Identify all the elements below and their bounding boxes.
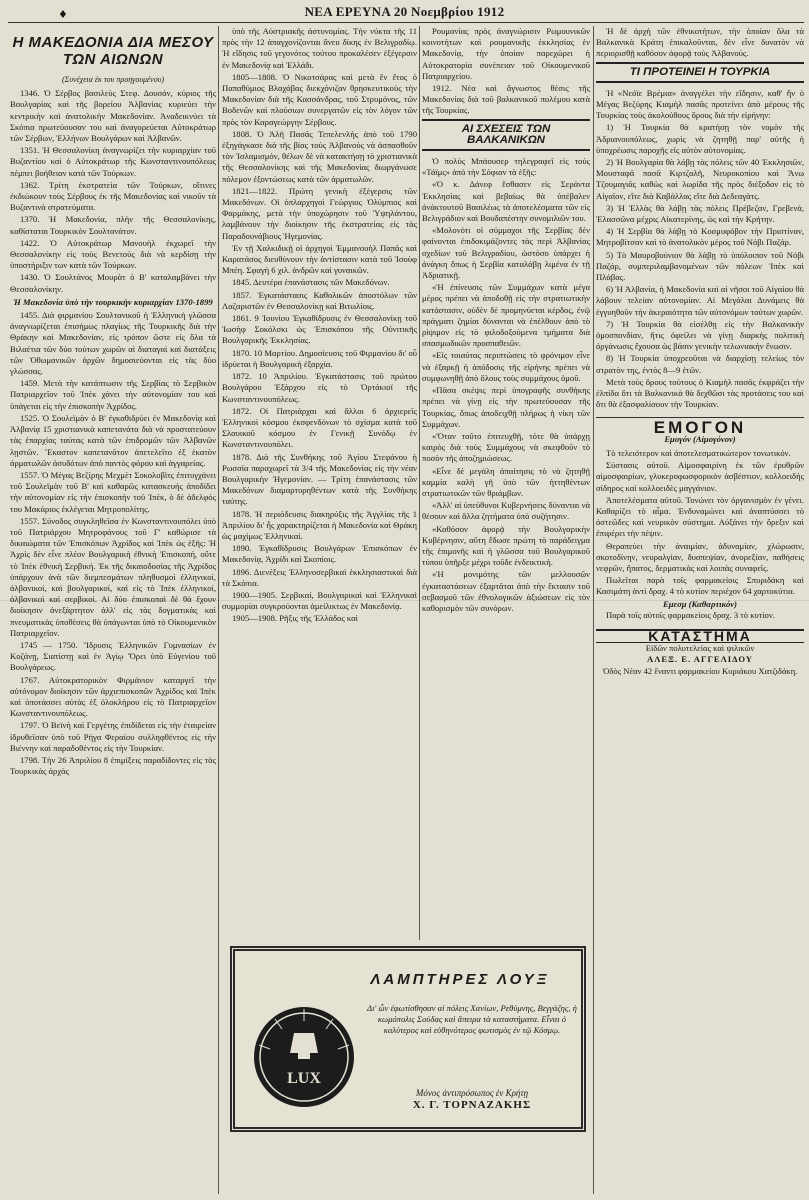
article-title-macedonia: Η ΜΑΚΕΔΟΝΙΑ ΔΙΑ ΜΕΣΟΥ ΤΩΝ ΑΙΩΝΩΝ xyxy=(12,34,214,68)
paragraph: «Εἶνε δὲ μεγάλη ἀπαίτησις τὸ νὰ ζητηθῇ καμμία καλὴ γῆ ὑπὸ τῶν ἡττηθέντων στρατιωτικῶν τῶν θριάμβων. xyxy=(422,465,590,498)
section-heading: Ἡ Μακεδονία ὑπὸ τὴν τουρκικὴν κυριαρχίαν 1370-1899 xyxy=(13,296,213,307)
paragraph: 1890. Ἐγκαθίδρυσις Βουλγάρων Ἐπισκόπων ἐν Μακεδονίᾳ, Ἀχρίδι καὶ Σκοπίοις. xyxy=(222,543,417,565)
ad-lux-rep: Μόνος ἀντιπρόσωπος ἐν Κρήτῃ xyxy=(415,1088,529,1098)
paragraph: 1557. Ὁ Μέγας Βεζίρης Μεχμὲτ Σοκολοβὶτς ἐπιτυγχάνει τοῦ Σουλεϊμὰν τοῦ Β' καὶ καθαρῶς κατασκευής ἀποδίδει τὴν αὐτονομίαν εἰς τὴν ἐπισκοπὴν τοῦ Ἰπὲκ, ὁ δὲ ἀδελφός του Μακάριος ἐκλέγεται Μητροπολίτης. xyxy=(10,469,216,514)
column-3 xyxy=(422,26,590,936)
paragraph: 1861. 9 Ἰουνίου Ἐγκαθίδρυσις ἐν Θεσσαλονίκῃ τοῦ Ἰωσὴφ Σοκόλσκι ὡς Ἐπισκόπου τῆς Οὐνιτικῆς Βουλγαρικῆς Ἐκκλησίας. xyxy=(222,313,417,346)
paragraph: 1745 — 1750. Ἵδρυσις Ἑλληνικῶν Γυμνασίων ἐν Κοζάνῃ, Σιατίστῃ καὶ ἐν Ἁγίῳ Ὄρει ὑπὸ Εὐγενίου τοῦ Βουλγάρεως. xyxy=(10,639,216,673)
paragraph: 1870. 10 Μαρτίου. Δημοσίευσις τοῦ Φιρμανίου δι' οὗ ἱδρύεται ἡ Βουλγαρικὴ ἐξαρχία. xyxy=(222,347,417,369)
ad-shop-line: Εἰδῶν πολυτελείας καὶ ψιλικῶν xyxy=(645,643,755,654)
paragraph: «Πᾶσα σκέψις περὶ ὑπογραφῆς συνθήκης πρέπει νὰ γίνῃ εἰς τὴν πρωτεύουσαν τῆς Τουρκίας, ὅπως ἀποδειχθῇ πλήρως ἡ νίκη τῶν Συμμάχων. xyxy=(422,385,590,429)
ad-lux-name: Χ. Γ. ΤΟΡΝΑΖΑΚΗΣ xyxy=(412,1099,532,1111)
paragraph: Ἐν τῇ Χαλκιδικῇ οἱ ἀρχηγοὶ Ἐμμανουὴλ Παπᾶς καὶ Καρατάσος διευθύνουν τὴν ἀντίστασιν κατὰ τοῦ Ἰσοὺφ Μπέη. Σφαγὴ 6 χιλ. ἀνδρῶν καὶ γυναικῶν. xyxy=(222,242,417,276)
paragraph: 3) Ἡ Ἑλλὰς θὰ λάβῃ τὰς πόλεις Πρέβεζαν, Γρεβενά, Ἐλασσῶνα μέχρις Αἰκατερίνης, ὡς καὶ τὴν Κρήτην. xyxy=(596,202,804,225)
paragraph: «Μολονότι οἱ σύμμαχοι τῆς Σερβίας δὲν φαίνονται ἐπιδοκιμάζοντες τὰς περὶ Ἀλβανίας σχεδίων τοῦ Βελιγραδίου, ὡστόσο ὑπάρχει ἡ ἀνάγκη ὅπως ἡ Σερβία καταλάβῃ λιμένα ἐν τῇ Ἀδριατικῇ. xyxy=(422,225,590,281)
paragraph: 4) Ἡ Σερβία θὰ λάβῃ τὸ Κοσμυφόβον τὴν Πριστίναν, Μητροβίτσαν καὶ τὸ ἀνατολικὸν μέρος τοῦ Νόβι Παζάρ. xyxy=(596,226,804,248)
ad-emogon-subtitle: Εμογόν (Αἱμογόνον) xyxy=(664,433,736,444)
column-divider xyxy=(419,26,420,940)
paragraph: 1557. Σύνοδος συγκληθεῖσα ἐν Κωνσταντινουπόλει ὑπὸ τοῦ Πατριάρχου Μητροφάνους τοῦ Γ' καθώρισε τὰ δικαιώματα τῶν Ἐπισκόπων Ἀχρίδος καὶ Ἰπὲκ ὡς ἑξῆς: Ἡ Ἀχρὶς δὲν εἶνε πλέον Βουλγαρικὴ ἐθνικὴ Ἐπισκοπή, οὔτε τὸ Ἰπὲκ ἐθνικὴ Σερβική. Ἐκ τῆς δικαιοδοσίας τῆς Ἀχρίδος ὑπάρχουν ἀνὰ τῶν διεμπεσμάτων πληθυσμοὶ ἑλληνικοί, ἀλβανικοί, καὶ βουλγαρικοί, καὶ εἰς τὸ Ἰπὲκ ἑλληνικοί, ἀλβανικοὶ καὶ σερβικοί. Αἱ δύο ἐπισκοπαὶ δὲ θὰ ἔχουν διοίκησιν ἀνεξάρτητον ἀλλ' εἰς τὰς δογματικὰς καὶ πνευματικὰς ὑποθέσεις θὰ ὑπάγωνται ὑπὸ τὸ Οἰκουμενικὸν Πατριαρχεῖον. xyxy=(10,515,216,638)
paragraph: Θεραπεύει τὴν ἀναιμίαν, ἀδυναμίαν, χλώρωσιν, σκοτοδίνην, νευραλγίαν, δυσπεψίαν, ἀνορεξίαν, παθήσεις νεφρῶν, ἥπατος, δερματικὰς καὶ λοιπὰς συναφεῖς. xyxy=(596,540,804,573)
ad-emesm-subtitle: Εμεσμ (Καθαρτικόν) xyxy=(663,598,737,609)
column-2 xyxy=(222,26,417,936)
paragraph: 1797. Ὁ Βεϊνὴ καὶ Γεργέτης ἐπιδίδεται εἰς τὴν ἐταιρείαν ἱδρυθεῖσαν ὑπὸ τοῦ Ρήγα Φεραίου συλληφθέντος εἰς τὴν Βιέννην καὶ παραδοθέντος εἰς τὴν Τουρκίαν. xyxy=(10,720,216,753)
column-4 xyxy=(596,26,804,1194)
paragraph: 1346. Ὁ Σέρβος βασιλεὺς Στεφ. Δουσάν, κύριος τῆς Βουλγαρίας καὶ τῆς βορείου Ἀλβανίας κυριεύει τὴν κεντρικὴν καὶ ἀνατολικὴν Μακεδονίαν. Ἀναδεικνύει τὰ Σκόπια πρωτεύουσαν του καὶ ἀναγορεύεται Αὐτοκράτωρ τῶν Σέρβων, Ἑλλήνων Βουλγάρων καὶ Ἀλβανῶν. xyxy=(10,88,216,144)
paragraph: Ἡ δὲ ἀρχὴ τῶν ἐθνικοτήτων, τὴν ὁποίαν ὅλα τὰ Βαλκανικὰ Κράτη ἐπικαλοῦνται, δὲν εἶνε δυνατὸν νὰ περιορισθῇ καθόσον ἀφορᾷ τοὺς Ἀλβανούς. xyxy=(596,26,804,59)
paragraph: Παρὰ τοῖς αὐτοῖς φαρμακείοις δραχ. 3 τὸ κυτίον. xyxy=(606,609,775,620)
paragraph: 1857. Ἐγκατάστασις Καθολικῶν ἀποστόλων τῶν Λαζαριστῶν ἐν Θεσσαλονίκῃ καὶ Βιτωλίοις. xyxy=(222,289,417,311)
paragraph: 1808. Ὁ Ἀλῆ Πασᾶς Τεπελενλὴς ἀπὸ τοῦ 1790 ἐξηγάγκασε διὰ τῆς βίας τοὺς Ἀλβανοὺς νὰ ἀσπασθοῦν τὸν Ἰσλαμισμόν, θέλων δὲ νὰ κατακτήσῃ τὸ χριστιανικὰ τῆς Θεσσαλονίκης καὶ τῆς Μακεδονίας διωργάνωσε πόλεμον ἐξοντώσεως κατὰ τῶν ἀρματωλῶν. xyxy=(222,128,417,184)
paragraph: 1896. Διενέξεις Ἑλληνοσερβικαὶ ἐκκλησιαστικαὶ διὰ τὰ Σκόπια. xyxy=(222,566,417,588)
page-fold xyxy=(0,600,809,601)
lux-logo-text: LUX xyxy=(287,1070,321,1087)
paragraph: 1805—1808. Ὁ Νικοτσάρας καὶ μετὰ ἓν ἔτος ὁ Παπαθύμιος Βλαχάβας διεκχόνιζαν θρησκευτικοὺς τὴν Μακεδονίαν διὰ τῆς Κασσάνδρας, τοῦ Στρυμόνος, τῶν Βοδενῶν καὶ πλούσιων συνεργατῶν εἰς τὸν λόγον τῶν πρὸς τὸν Καραγεώργην Σέρβους. xyxy=(222,71,417,127)
ad-emogon-title: ΕΜΟΓΟΝ xyxy=(596,417,804,433)
paragraph: «Καθόσον ἀφορᾷ τὴν Βουλγαρικὴν Κυβέρνησιν, αὕτη ἔδωσε πρώτη τὸ παράδειγμα τῆς ἐπιμονῆς καὶ ἡ γλῶσσα τοῦ Βουλγαρικοῦ τύπου ὑπῆρξε μέχρι τοῦδε ἐνδεικτική. xyxy=(422,523,590,568)
paragraph: «Ὅταν τοῦτο ἐπιτευχθῇ, τότε θὰ ὑπάρχῃ καιρὸς διὰ τοὺς Συμμάχους νὰ σκεφθοῦν τὸ ποσὸν τῆς ἀποζημιώσεως. xyxy=(422,430,590,464)
ad-lux-text: Δι' ὧν ἐφωτίσθησαν αἱ πόλεις Χανίων, Ρεθύμνης, Βεγγάζης, ἡ κωμόπολις Σούδας καὶ ἄπειρα τὰ καταστήματα. Εἶναι ὁ καλύτερος καὶ εὐθηνότερος φωτισμὸς ἐν τῷ Κόσμῳ. xyxy=(367,1003,577,1035)
lux-logo-icon xyxy=(245,995,363,1113)
paragraph: 1362. Τρίτη ἐκστρατεία τῶν Τούρκων, οἵτινες ἐκδιώκουν τοὺς Σέρβους ἐκ τῆς Μακεδονίας καὶ νικοῦν τὰ Βυζαντινὰ στρατεύματα. xyxy=(10,179,216,213)
paragraph: 1821—1822. Πρώτη γενικὴ ἐξέγερσις τῶν Μακεδόνων. Οἱ ὁπλαρχηγοὶ Γεώργιος Ὀλύμπιος καὶ Φαρμάκης, μετὰ τὴν ὑποχώρησιν τοῦ Ὑψηλάντου, λαμβάνουν τὴν διοίκησιν τῆς ἐκστρατείας εἰς τὰς Παραδουνάβιους Ἡγεμονίας. xyxy=(222,185,417,241)
paragraph: 2) Ἡ Βουλγαρία θὰ λάβῃ τὰς πόλεις τῶν 40 Ἐκκλησιῶν, Μουσταφᾶ πασᾶ Κιρτζαλῆ, Νευροκοπίου καὶ Ἄνω Τζουμαγιᾶς καθὼς καὶ λωρίδα τῆς πρὸς διέξοδον εἰς τὸ Αἰγαῖον, εἴτε διὰ Καβάλλας εἴτε διὰ Δεδεαγὰτς. xyxy=(596,157,804,201)
paragraph: «Ἡ μονιμότης τῶν μελλουσῶν ἐγκαταστάσεων ἐξαρτᾶται ἀπὸ τὴν ἔκτασιν τοῦ σεβασμοῦ τῶν ἐθνολογικῶν ἀξιώσεων εἰς τὸν καθορισμὸν τῶν συνόρων. xyxy=(422,569,590,613)
paragraph: 1) Ἡ Τουρκία θὰ κρατήσῃ τὸν νομὸν τῆς Ἀδριανουπόλεως, χωρὶς νὰ ζητηθῇ παρ' αὐτῆς ἡ ὑποχρέωσις παροχῆς εἰς αὐτὸν αὐτονομίας. xyxy=(596,122,804,155)
ad-shop-owner: ΑΛΕΞ. Ε. ΑΓΓΕΛΙΔΟΥ xyxy=(647,654,753,665)
paragraph: Σύστασις αὐτοῦ. Αἱμοσφαιρίνη ἐκ τῶν ἐρυθρῶν αἱμοσφαιρίων, γλυκεροφωσφορικὸν ἀσβέστιον, κολλοειδὴς σίδηρος καὶ κολλοειδὲς μαγγάνιον. xyxy=(596,460,804,493)
paragraph: Μετὰ τοὺς ὅρους τούτους ὁ Κιαμὴλ πασᾶς ἐκφράζει τὴν ἐλπίδα ὅτι τὰ Βαλκανικὰ θὰ δεχθῶσι τὰς προτάσεις του καὶ ὅτι θὰ ἐξασφαλίσουν τὴν Τουρκίαν. xyxy=(596,376,804,410)
paragraph: 1351. Ἡ Θεσσαλονίκη ἀναγνωρίζει τὴν κυριαρχίαν τοῦ Βυζαντίου καὶ ὁ Αὐτοκράτωρ τῆς Κωνσταντινουπόλεως πέμπει βοήθειαν κατὰ τῶν Τούρκων. xyxy=(10,145,216,178)
paragraph: Ἀποτελέσματα αὐτοῦ. Τονώνει τὸν ὀργανισμὸν ἐν γένει. Καθαρίζει τὸ αἷμα. Ἐνδυναμώνει καὶ ἀναπτύσσει τὸ ὀστεῶδες καὶ νευρικὸν σύστημα. Αὐξάνει τὴν ὄρεξιν καὶ ἐπιφέρει τὴν πέψιν. xyxy=(596,494,804,539)
paragraph: Ὁ πολὺς Μπάουσερ τηλεγραφεῖ εἰς τοὺς «Τάϊμς» ἀπὸ τὴν Σόφιαν τὰ ἑξῆς: xyxy=(422,156,590,178)
ad-lux-signature xyxy=(367,1087,577,1111)
paragraph: 1878. Ἡ περιόδευσις διακηρύξις τῆς Ἀγγλίας τῆς 1 Ἀπριλίου δι' ἧς χαρακτηρίζεται ἡ Μακεδονία καὶ Θράκη ὡς μαχίμως Ἑλληνικαί. xyxy=(222,508,417,541)
column-divider xyxy=(218,26,219,1194)
paragraph: «Εἰς τοιαύτας περιπτώσεις τὸ φρόνιμον εἶνε νὰ ἐξαρκῇ ἡ ἀπόδοσις τῆς εἰρήνης πρέπει νὰ συμφωνηθῇ ἀπὸ ὅλους τοὺς συμμάχους ὁμοῦ. xyxy=(422,350,590,383)
paragraph: 1370. Ἡ Μακεδονία, πλὴν τῆς Θεσσαλονίκης, καθίσταται Τουρκικὸν Σουλτανάτον. xyxy=(10,214,216,236)
masthead: ΝΕΑ ΕΡΕΥΝΑ 20 Νοεμβρίου 1912 xyxy=(304,4,505,19)
paragraph: 1459. Μετὰ τὴν κατάπτωσιν τῆς Σερβίας τὸ Σερβικὸν Πατριαρχεῖον τοῦ Ἰπὲκ χάνει τὴν αὐτονομίαν του καὶ ὑπάγεται εἰς τὴν ἐπισκοπὴν Ἀχρίδος. xyxy=(10,378,216,411)
paragraph: 1455. Διὰ φιρμανίου Σουλτανικοῦ ἡ Ἑλληνικὴ γλῶσσα ἀναγνωρίζεται ἐπισήμως πλαγίως τῆς Τουρκικῆς διὰ τὴν Θράκην καὶ Μακεδονίαν, εἰς τρόπον ὥστε εἰς ὅλα τὰ Βιλαέτια τῶν δύο τούτων χωρῶν αἱ διαταγαὶ καὶ διατάξεις τῶν Ὀθωμανικῶν ἀρχῶν δημοσιεύονται εἰς τὰς δύο γλώσσας. xyxy=(10,310,216,377)
paragraph: Πωλεῖται παρὰ τοῖς φαρμακείοις Σπυριδάκη καὶ Κασιμάτη ἀντὶ δραχ. 4 τὸ κυτίον περιέχον 64 χαρτοκύτια. xyxy=(596,575,804,597)
paragraph: «Ἀλλ' αἱ ὑπεύθυνοι Κυβερνήσεις δύνανται νὰ θέσουν καὶ ἄλλα ζητήματα ὑπὸ συζήτησιν. xyxy=(422,500,590,522)
paragraph: 8) Ἡ Τουρκία ὑποχρεοῦται νὰ διαρχίσῃ τελείως τὸν στρατὸν της, ἐντὸς 8—9 ἐτῶν. xyxy=(596,353,804,375)
paragraph: 1900—1905. Σερβικαί, Βουλγαρικαὶ καὶ Ἑλληνικαὶ συμμορίαι συγκρούονται ἀμείλικτως ἐν Μακεδονίᾳ. xyxy=(222,589,417,612)
paragraph: 1845. Δευτέρα ἐπανάστασις τῶν Μακεδόνων. xyxy=(232,277,390,288)
paragraph: Ἡ «Νεόϊε Βρέμια» ἀναγγέλει τὴν εἴδησιν, καθ' ἣν ὁ Μέγας Βεζύρης Κιαμὴλ πασᾶς προτείνει ἀπὸ μέρους τῆς Τουρκίας τοὺς ἀκολούθους ὅρους διὰ τὴν εἰρήνην: xyxy=(596,87,804,121)
ad-lux-title: ΛΑΜΠΤΗΡΕΣ ΛΟΥΞ xyxy=(370,971,550,988)
paragraph: «Ὁ κ. Δάνεφ ἔσθασεν εἰς Σεράντα Ἐκκλησίας καὶ βεβαίως θὰ ὑπέβαλεν ἀνάκτουτοῦ Βασιλέως τὰ ἀποτελέσματα τῶν εἰς Βελιγράδιον καὶ Βουδαπέστην συνομιλιῶν του. xyxy=(422,179,590,224)
article-title-turkey-proposals: ΤΙ ΠΡΟΤΕΙΝΕΙ Η ΤΟΥΡΚΙΑ xyxy=(596,62,804,83)
paragraph: 1872. 10 Ἀπριλίου. Ἐγκατάστασις τοῦ πρώτου Βουλγάρου Ἐξάρχου εἰς τὸ Ὀρτάκιοϊ τῆς Κωνσταντινουπόλεως. xyxy=(222,371,417,404)
paragraph: 5) Τὸ Μαυροβούνιον θὰ λάβῃ τὸ ὑπόλοιπον τοῦ Νόβι Παζάρ, συμπεριλαμβανομένων τῶν πόλεων Ἰπὲκ καὶ Πλάβας. xyxy=(596,249,804,283)
ad-shop-title: ΚΑΤΑΣΤΗΜΑ xyxy=(596,629,804,643)
paragraph: 1422. Ὁ Αὐτοκράτωρ Μανουὴλ ἐκχωρεῖ τὴν Θεσσαλονίκην εἰς τοὺς Βενετοὺς διὰ νὰ κερδίσῃ τὴν ὑποστήριξιν των κατὰ τῶν Τούρκων. xyxy=(10,237,216,271)
paragraph: 1872. Οἱ Πατριάρχαι καὶ ἄλλοι 6 ἀρχιερεῖς Ἑλληνικοὶ κόσμου ἐκσφενδόνων τὸ σχίσμα κατὰ τοῦ Σλαυικοῦ κόσμου ἐν Γενικῇ Συνόδῳ ἐν Κωνσταντινουπόλει. xyxy=(222,405,417,450)
paragraph: 7) Ἡ Τουρκία θὰ εἰσέλθῃ εἰς τὴν Βαλκανικὴν ὁμοσπονδίαν, ἥτις ὀφείλει νὰ γίνῃ διαρκὴς πολιτικὴ ὀργάνωσις ἔχουσα ὡς βάσιν γενικὴν τελωνιακὴν ἕνωσιν. xyxy=(596,318,804,352)
column-1 xyxy=(10,26,216,1194)
paragraph: 1767. Αὐτοκρατορικὸν Φιρμάνιον καταργεῖ τὴν αὐτόνομον διοίκησιν τῶν ἀρχιεπισκοπῶν Ἀχρίδος καὶ Ἰπὲκ καὶ ὑποτάσσει αὐτὰς ἐξ ὁλοκλήρου εἰς τὸ Πατριαρχεῖον Κωνσταντινουπόλεως. xyxy=(10,674,216,719)
paragraph: 1878. Διὰ τῆς Συνθήκης τοῦ Ἁγίου Στεφάνου ἡ Ρωσσία παραχωρεῖ τὰ 3/4 τῆς Μακεδονίας εἰς τὴν νέαν Βουλγαρικὴν Ἡγεμονίαν. — Τρίτη ἐπανάστασις τῶν Μακεδόνων διαμαρτυρηθέντων κατὰ τῆς Συνθήκης ταύτης. xyxy=(222,451,417,507)
ad-lux-lamps xyxy=(230,946,586,1132)
paragraph: 1430. Ὁ Σουλτάνος Μουρὰτ ὁ Β' καταλαμβάνει τὴν Θεσσαλονίκην. xyxy=(10,272,216,294)
paragraph: Ρουμανίας πρὸς ἀναγνώρισιν Ρωμουνικῶν κοινοτήτων καὶ ρουμανικῆς ἐκκλησίας ἐν Μακεδονίᾳ, τὴν ὁποίαν παρεχώρει ἡ Αὐτοκρατορία συνέπειαν τοῦ Οἰκουμενικοῦ Πατριαρχείου. xyxy=(422,26,590,81)
paragraph: 1912. Νέα καὶ ἄγνωστος θέσις τῆς Μακεδονίας διὰ τοῦ βαλκανικοῦ πολέμου κατὰ τῆς Τουρκίας. xyxy=(422,83,590,116)
paragraph: 1525. Ὁ Σουλεϊμὰν ὁ Β' ἐγκαθιδρύει ἐν Μακεδονίᾳ καὶ Ἀλβανίᾳ 15 χριστιανικὰ καπετανάτα διὰ νὰ προστατεύουν τὰς ἐπαρχίας ταύτας κατὰ τῶν ἐπιδρομῶν τῶν Ἀλβανῶν λῃστῶν. Ἕκαστον καπετανᾶτον ἀπετελεῖτο ἐξ ἑκατὸν ἀρματωλῶν ἀσυδότων ἀπὸ παντὸς φόρου καὶ ἀγγαρείας. xyxy=(10,412,216,468)
column-divider xyxy=(593,26,594,1194)
paragraph: Τὸ τελειότερον καὶ ἀποτελεσματικώτερον τονωτικόν. xyxy=(606,447,791,458)
paragraph: 1798. Τὴν 26 Ἀπριλίου 8 ἐπιμίξεις παραδίδοντες εἰς τὰς Τουρκικὰς ἀρχὰς xyxy=(10,754,216,777)
page-mark: ♦ xyxy=(58,8,68,21)
paragraph: ὑπὸ τῆς Αὐστριακῆς ἀστυνομίας. Τὴν νύκτα τῆς 11 πρὸς τὴν 12 ἀπαγχονίζονται ἄνευ δίκης ἐν Βελιγραδίῳ. Ἡ εἴδησις τοῦ γεγονότος τούτου προκαλέσεν ἐξέγερσιν ἐν Μακεδονίᾳ καὶ Ἑλλάδι. xyxy=(222,26,417,70)
article-subtitle: (Συνέχεια έκ του προηγουμένου) xyxy=(61,75,165,84)
ad-shop-address: Ὁδὸς Νέαν 42 ἔναντι φαρμακείου Κυριάκου Χατζιδάκη. xyxy=(602,665,798,676)
paragraph: «Ἡ ἐπίνευσις τῶν Συμμάχων κατὰ μέγα μέρος πρέπει νὰ ἀποδοθῇ εἰς τὴν στρατιωτικὴν κατάστασιν, οὐδὲν δὲ προμηνύεται κέρδος, ἐνῷ πράγματι ζημίαι δύνανται νὰ ἐπέλθουν ἀπὸ τὸ ρίψιμον εἰς τὸ φιλοδοξούμενα τμήματα διὰ σπασμωδικῶν προσπαθειῶν. xyxy=(422,282,590,349)
header-rule xyxy=(8,22,804,23)
paragraph: 6) Ἡ Ἀλβανία, ἡ Μακεδονία καὶ αἱ νῆσοι τοῦ Αἰγαίου θὰ λάβουν τελείαν αὐτονομίαν. Αἱ Μεγάλαι Δυνάμεις θὰ ἐγγυηθοῦν τὴν ἀκεραιότητα τῶν αὐτονόμων τούτων χωρῶν. xyxy=(596,284,804,317)
article-title-balkan-relations: ΑΙ ΣΧΕΣΕΙΣ ΤΩΝ ΒΑΛΚΑΝΙΚΩΝ xyxy=(422,119,590,151)
paragraph: 1905—1908. Ρῆξις τῆς Ἑλλάδος καὶ xyxy=(232,613,358,624)
